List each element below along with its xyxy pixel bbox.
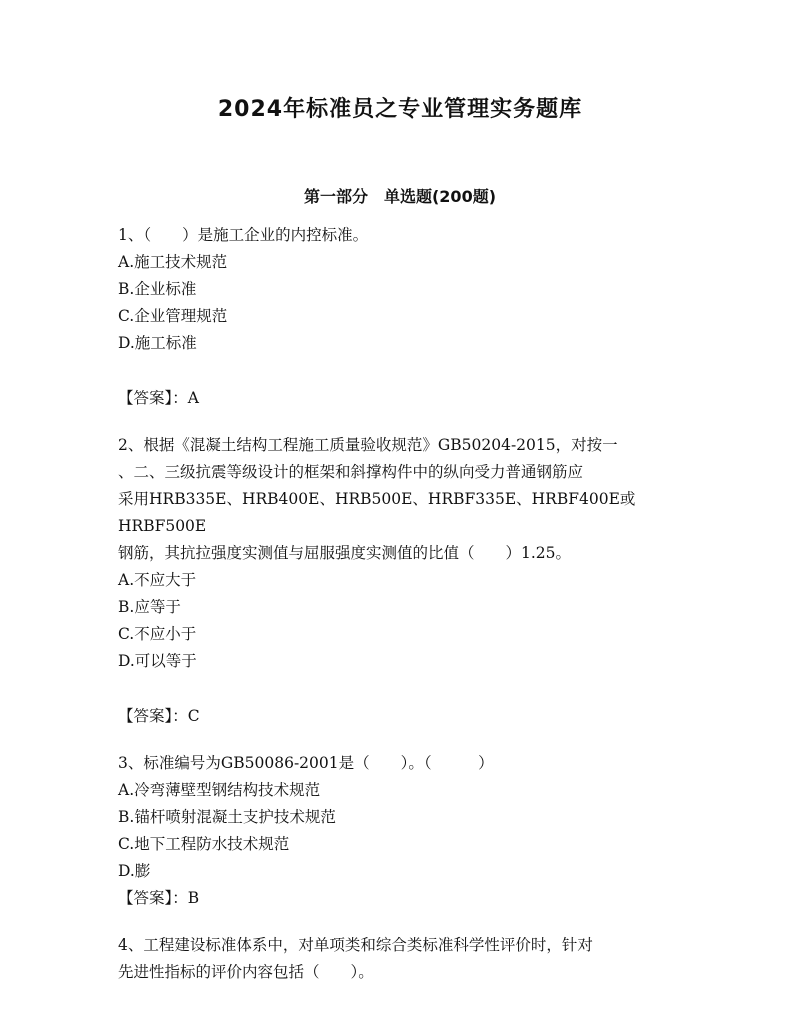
question-1 <box>118 222 683 412</box>
question-list <box>118 222 683 986</box>
question-4 <box>118 932 683 986</box>
answer-line: 【答案】：C <box>118 707 200 725</box>
question-3 <box>118 750 683 912</box>
option-b: B.锚杆喷射混凝土支护技术规范 <box>118 808 336 826</box>
section-heading: 第一部分 单选题(200题) <box>303 187 497 206</box>
answer-line: 【答案】：A <box>118 389 199 407</box>
question-stem: 3、标准编号为GB50086-2001是（ ）。（ ） <box>118 754 494 772</box>
option-c: C.地下工程防水技术规范 <box>118 835 290 853</box>
option-c: C.企业管理规范 <box>118 307 228 325</box>
question-stem-line: 4、工程建设标准体系中，对单项类和综合类标准科学性评价时，针对 <box>118 936 593 954</box>
option-d: D.可以等于 <box>118 652 197 670</box>
question-stem-line: 先进性指标的评价内容包括（ ）。 <box>118 963 374 981</box>
option-a: A.冷弯薄壁型钢结构技术规范 <box>118 781 321 799</box>
option-b: B.企业标准 <box>118 280 197 298</box>
question-stem-line: 2、根据《混凝土结构工程施工质量验收规范》GB50204-2015，对按一 <box>118 436 618 454</box>
option-d: D.膨 <box>118 862 151 880</box>
option-d: D.施工标准 <box>118 334 197 352</box>
question-2 <box>118 432 683 730</box>
question-stem-line: 、二、三级抗震等级设计的框架和斜撑构件中的纵向受力普通钢筋应 <box>118 463 584 481</box>
option-b: B.应等于 <box>118 598 181 616</box>
document-title: 2024年标准员之专业管理实务题库 <box>217 97 583 122</box>
question-stem: 1、（ ）是施工企业的内控标准。 <box>118 226 369 244</box>
question-stem-line: 采用HRB335E、HRB400E、HRB500E、HRBF335E、HRBF400E或HRBF500E <box>118 490 636 535</box>
option-a: A.不应大于 <box>118 571 197 589</box>
option-a: A.施工技术规范 <box>118 253 228 271</box>
question-stem-line: 钢筋，其抗拉强度实测值与屈服强度实测值的比值（ ）1.25。 <box>118 544 572 562</box>
answer-line: 【答案】：B <box>118 889 200 907</box>
option-c: C.不应小于 <box>118 625 197 643</box>
